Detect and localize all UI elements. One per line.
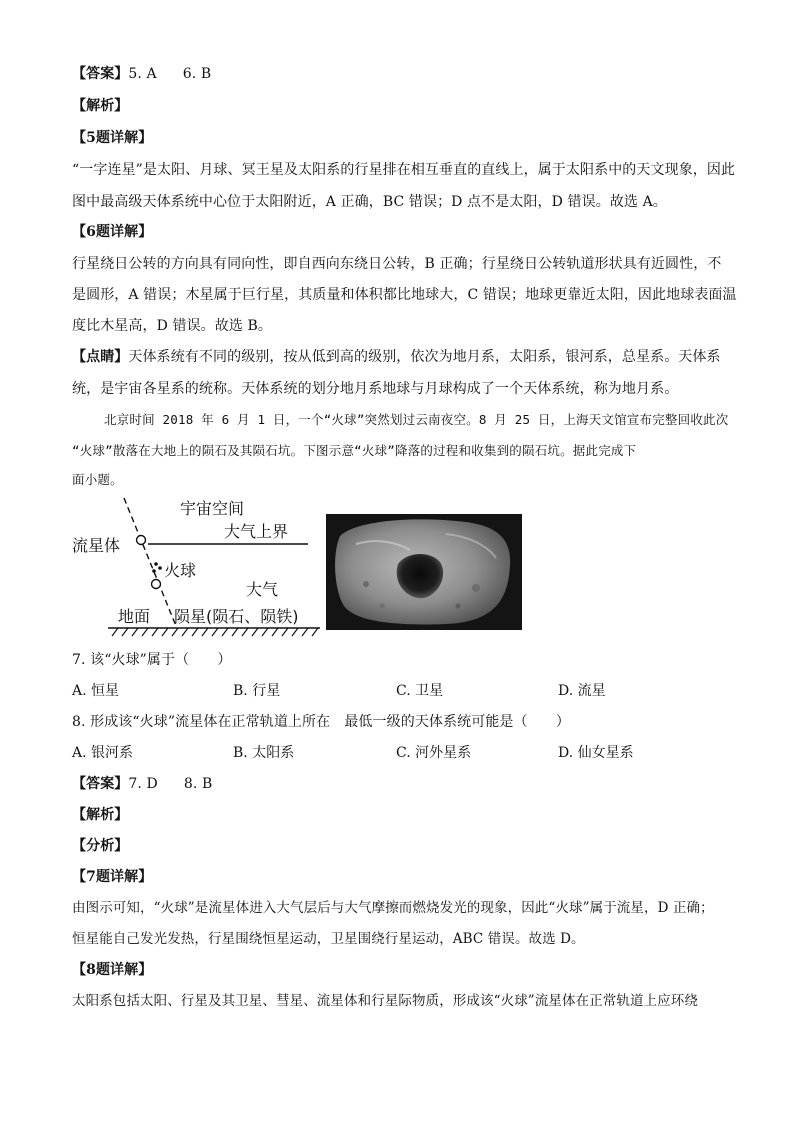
label-ground: 地面 xyxy=(118,607,151,626)
detail-5-line-2: 图中最高级天体系统中心位于太阳附近，A 正确，BC 错误；D 点不是太阳，D 错误。故选 A。 xyxy=(72,194,667,210)
q8-option-a: A. 银河系 xyxy=(72,745,134,761)
label-atmosphere: 大气 xyxy=(246,580,279,599)
label-atmosphere-top: 大气上界 xyxy=(224,522,289,541)
answer-line-7-8 xyxy=(72,774,212,794)
detail-7-line-1: 由图示可知，“火球”是流星体进入大气层后与大气摩擦而燃烧发光的现象，因此“火球”属于流星，D 正确； xyxy=(72,900,714,916)
q7-option-c: C. 卫星 xyxy=(396,683,444,699)
meteoroid-marker xyxy=(137,536,146,545)
detail-8-line-1: 太阳系包括太阳、行星及其卫星、彗星、流星体和行星际物质，形成该“火球”流星体在正常轨道上应环绕 xyxy=(72,993,699,1009)
answer-7: 7. D xyxy=(128,776,158,792)
q7-stem: 7. 该“火球”属于（ ） xyxy=(72,652,232,668)
q7-option-b: B. 行星 xyxy=(233,683,281,699)
detail-7-line-2: 恒星能自己发光发热，行星围绕恒星运动，卫星围绕行星运动，ABC 错误。故选 D。 xyxy=(72,931,585,947)
detail-8-tag: 【8题详解】 xyxy=(72,962,153,978)
tip-line-1 xyxy=(72,347,721,367)
q8-option-b: B. 太阳系 xyxy=(233,745,295,761)
answer-tag: 【答案】 xyxy=(72,776,129,792)
material-line-1: 北京时间 2018 年 6 月 1 日，一个“火球”突然划过云南夜空。8 月 25 日，上海天文馆宣布完整回收此次 xyxy=(104,412,729,427)
q7-option-d: D. 流星 xyxy=(558,683,606,699)
q8-stem: 8. 形成该“火球”流星体在正常轨道上所在 最低一级的天体系统可能是（ ） xyxy=(72,714,570,730)
answer-5: 5. A xyxy=(128,66,157,82)
tip-line-2: 统，是宇宙各星系的统称。天体系统的划分地月系地球与月球构成了一个天体系统，称为地月系。 xyxy=(72,381,679,397)
meteorite-photo xyxy=(326,514,522,630)
label-meteoroid: 流星体 xyxy=(72,536,121,555)
label-space: 宇宙空间 xyxy=(180,499,245,518)
detail-6-line-2: 是圆形，A 错误；木星属于巨行星，其质量和体积都比地球大，C 错误；地球更靠近太阳，因此地球表面温 xyxy=(72,287,737,303)
analyze-tag: 【分析】 xyxy=(72,838,129,854)
fireball-diagram xyxy=(68,490,330,640)
q7-option-a: A. 恒星 xyxy=(72,683,120,699)
ground-hatching xyxy=(112,628,318,636)
detail-6-line-3: 度比木星高，D 错误。故选 B。 xyxy=(72,318,273,334)
fireball-marker xyxy=(152,580,161,589)
detail-7-tag: 【7题详解】 xyxy=(72,869,153,885)
detail-6-tag: 【6题详解】 xyxy=(72,224,153,240)
detail-6-line-1: 行星绕日公转的方向具有同向性，即自西向东绕日公转，B 正确；行星绕日公转轨道形状具有近圆性，不 xyxy=(72,256,722,272)
analysis-tag-2: 【解析】 xyxy=(72,807,129,823)
fireball-dot xyxy=(154,562,158,566)
analysis-tag: 【解析】 xyxy=(72,98,129,114)
q8-option-d: D. 仙女星系 xyxy=(558,745,634,761)
answer-6: 6. B xyxy=(182,66,212,82)
tip-tag: 【点睛】 xyxy=(72,349,129,365)
material-line-2: “火球”散落在大地上的陨石及其陨石坑。下图示意“火球”降落的过程和收集到的陨石坑。据此完成下 xyxy=(72,443,637,458)
q8-option-c: C. 河外星系 xyxy=(396,745,472,761)
fireball-dot xyxy=(152,569,156,573)
label-fireball: 火球 xyxy=(164,561,197,580)
answer-tag: 【答案】 xyxy=(72,66,129,82)
detail-5-line-1: “一字连星”是太阳、月球、冥王星及太阳系的行星排在相互垂直的直线上，属于太阳系中的天文现象，因此 xyxy=(72,162,736,178)
answer-line-5-6 xyxy=(72,64,211,84)
tip-text-1: 天体系统有不同的级别，按从低到高的级别，依次为地月系，太阳系，银河系，总星系。天体系 xyxy=(128,349,721,365)
detail-5-tag: 【5题详解】 xyxy=(72,130,153,146)
label-meteorite: 陨星(陨石、陨铁) xyxy=(174,607,299,626)
material-line-3: 面小题。 xyxy=(72,472,123,487)
answer-8: 8. B xyxy=(183,776,213,792)
fireball-dot xyxy=(158,566,162,570)
